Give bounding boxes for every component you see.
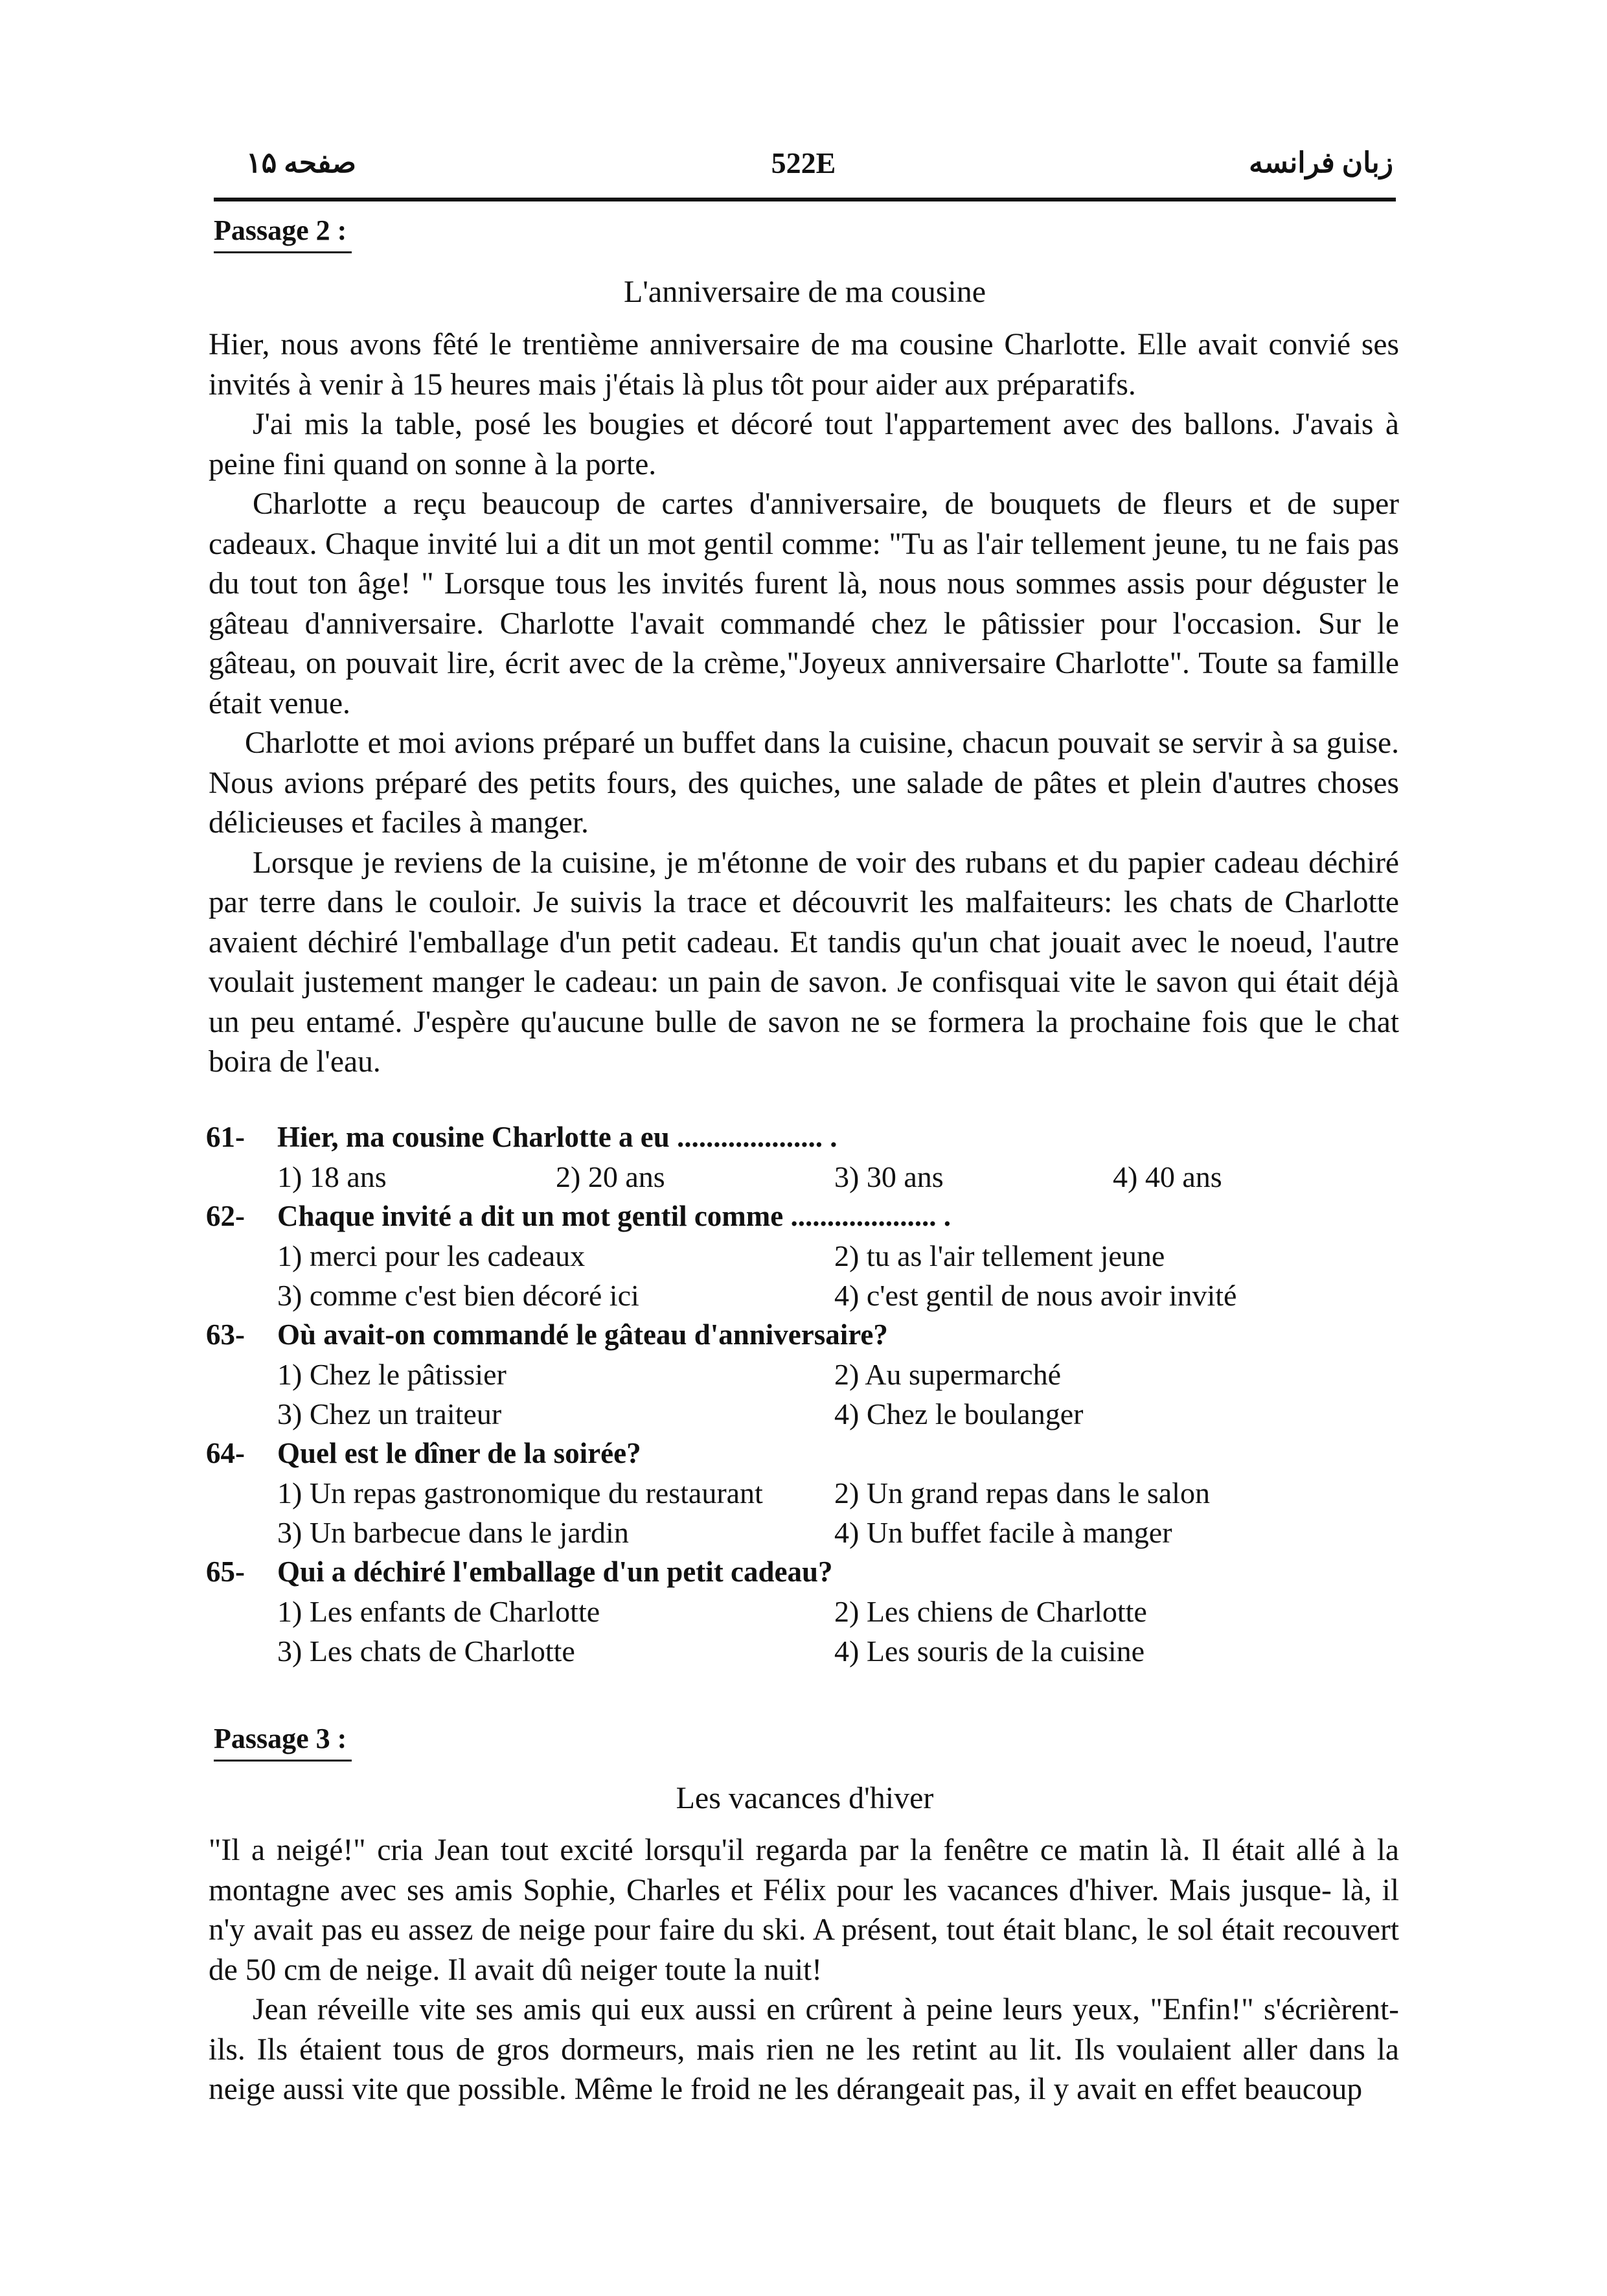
option-1: 1) Un repas gastronomique du restaurant bbox=[277, 1476, 763, 1510]
passage-3-label: Passage 3 : bbox=[214, 1721, 352, 1762]
passage-3-paragraph: "Il a neigé!" cria Jean tout excité lorsqu'il regarda par la fenêtre ce matin là. Il était allé à la montagne avec ses amis Sophie, Charles et Félix pour les vacances d'hiver. Mais jusque- là, il n'y avait pas eu assez de neige pour faire du ski. A présent, tout était blanc, le sol était recouvert de 50 cm de neige. Il avait dû neiger toute la nuit! bbox=[209, 1833, 1399, 1987]
option-3: 3) 30 ans bbox=[834, 1160, 944, 1193]
question-text: Qui a déchiré l'emballage d'un petit cadeau? bbox=[277, 1556, 833, 1588]
option-4: 4) c'est gentil de nous avoir invité bbox=[834, 1279, 1237, 1312]
header-subject: زبان فرانسه bbox=[1249, 147, 1393, 179]
passage-3-title: Les vacances d'hiver bbox=[676, 1781, 934, 1815]
question-number: 62- bbox=[206, 1200, 245, 1232]
option-4: 4) Un buffet facile à manger bbox=[834, 1516, 1172, 1549]
option-2: 2) Les chiens de Charlotte bbox=[834, 1595, 1147, 1628]
option-3: 3) Les chats de Charlotte bbox=[277, 1635, 575, 1668]
option-1: 1) Chez le pâtissier bbox=[277, 1358, 507, 1391]
question-61 bbox=[206, 1118, 1398, 1197]
question-text: Où avait-on commandé le gâteau d'anniversaire? bbox=[277, 1318, 888, 1351]
passage-3-paragraph: Jean réveille vite ses amis qui eux aussi en crûrent à peine leurs yeux, "Enfin!" s'écrièrent-ils. Ils étaient tous de gros dormeurs, mais rien ne les retint au lit. Ils voulaient aller dans la neige aussi vite que possible. Même le froid ne les dérangeait pas, il y avait en effet beaucoup bbox=[209, 1993, 1399, 2106]
option-4: 4) 40 ans bbox=[1113, 1160, 1222, 1193]
option-1: 1) merci pour les cadeaux bbox=[277, 1239, 586, 1272]
option-2: 2) 20 ans bbox=[556, 1160, 665, 1193]
passage-2-paragraph: Lorsque je reviens de la cuisine, je m'étonne de voir des rubans et du papier cadeau déchiré par terre dans le couloir. Je suivis la trace et découvrit les malfaiteurs: les chats de Charlotte avaient déchiré l'emballage d'un petit cadeau. Et tandis qu'un chat jouait avec le noeud, l'autre voulait justement manger le cadeau: un pain de savon. Je confisquai vite le savon qui était déjà un peu entamé. J'espère qu'aucune bulle de savon ne se formera la prochaine fois que le chat boira de l'eau. bbox=[209, 845, 1399, 1079]
question-number: 63- bbox=[206, 1318, 245, 1351]
question-65 bbox=[206, 1552, 1398, 1671]
passage-2-title: L'anniversaire de ma cousine bbox=[623, 275, 986, 309]
passage-2-label: Passage 2 : bbox=[214, 212, 352, 253]
question-text: Chaque invité a dit un mot gentil comme .................... . bbox=[277, 1200, 951, 1232]
option-1: 1) 18 ans bbox=[277, 1160, 387, 1193]
passage-2-body bbox=[209, 325, 1399, 1083]
option-4: 4) Les souris de la cuisine bbox=[834, 1635, 1145, 1668]
option-3: 3) Un barbecue dans le jardin bbox=[277, 1516, 629, 1549]
passage-2-paragraph: Charlotte a reçu beaucoup de cartes d'anniversaire, de bouquets de fleurs et de super cadeaux. Chaque invité lui a dit un mot gentil comme: "Tu as l'air tellement jeune, tu ne fais pas du tout ton âge! " Lorsque tous les invités furent là, nous nous sommes assis pour déguster le gâteau d'anniversaire. Charlotte l'avait commandé chez le pâtissier pour l'occasion. Sur le gâteau, on pouvait lire, écrit avec de la crème,"Joyeux anniversaire Charlotte". Toute sa famille était venue. bbox=[209, 487, 1399, 720]
passage-2-paragraph: J'ai mis la table, posé les bougies et décoré tout l'appartement avec des ballons. J'avais à peine fini quand on sonne à la porte. bbox=[209, 408, 1399, 481]
question-text: Hier, ma cousine Charlotte a eu .................... . bbox=[277, 1121, 838, 1153]
option-3: 3) Chez un traiteur bbox=[277, 1397, 502, 1430]
option-4: 4) Chez le boulanger bbox=[834, 1397, 1084, 1430]
option-2: 2) tu as l'air tellement jeune bbox=[834, 1239, 1165, 1272]
question-number: 61- bbox=[206, 1121, 245, 1153]
question-number: 64- bbox=[206, 1437, 245, 1469]
passage-2-paragraph: Charlotte et moi avions préparé un buffet dans la cuisine, chacun pouvait se servir à sa guise. Nous avions préparé des petits fours, des quiches, une salade de pâtes et plein d'autres choses délicieuses et faciles à manger. bbox=[209, 726, 1399, 840]
option-2: 2) Un grand repas dans le salon bbox=[834, 1476, 1210, 1510]
question-text: Quel est le dîner de la soirée? bbox=[277, 1437, 641, 1469]
option-3: 3) comme c'est bien décoré ici bbox=[277, 1279, 639, 1312]
header-exam-code: 522E bbox=[771, 146, 836, 179]
header-page-number: صفحه ۱۵ bbox=[246, 147, 356, 179]
header-divider bbox=[214, 198, 1396, 201]
question-number: 65- bbox=[206, 1556, 245, 1588]
question-63 bbox=[206, 1315, 1398, 1434]
passage-3-body bbox=[209, 1831, 1399, 2110]
question-62 bbox=[206, 1197, 1398, 1315]
question-64 bbox=[206, 1434, 1398, 1552]
option-2: 2) Au supermarché bbox=[834, 1358, 1061, 1391]
option-1: 1) Les enfants de Charlotte bbox=[277, 1595, 600, 1628]
question-list bbox=[206, 1118, 1398, 1671]
passage-2-paragraph: Hier, nous avons fêté le trentième anniversaire de ma cousine Charlotte. Elle avait convié ses invités à venir à 15 heures mais j'étais là plus tôt pour aider aux préparatifs. bbox=[209, 328, 1399, 402]
